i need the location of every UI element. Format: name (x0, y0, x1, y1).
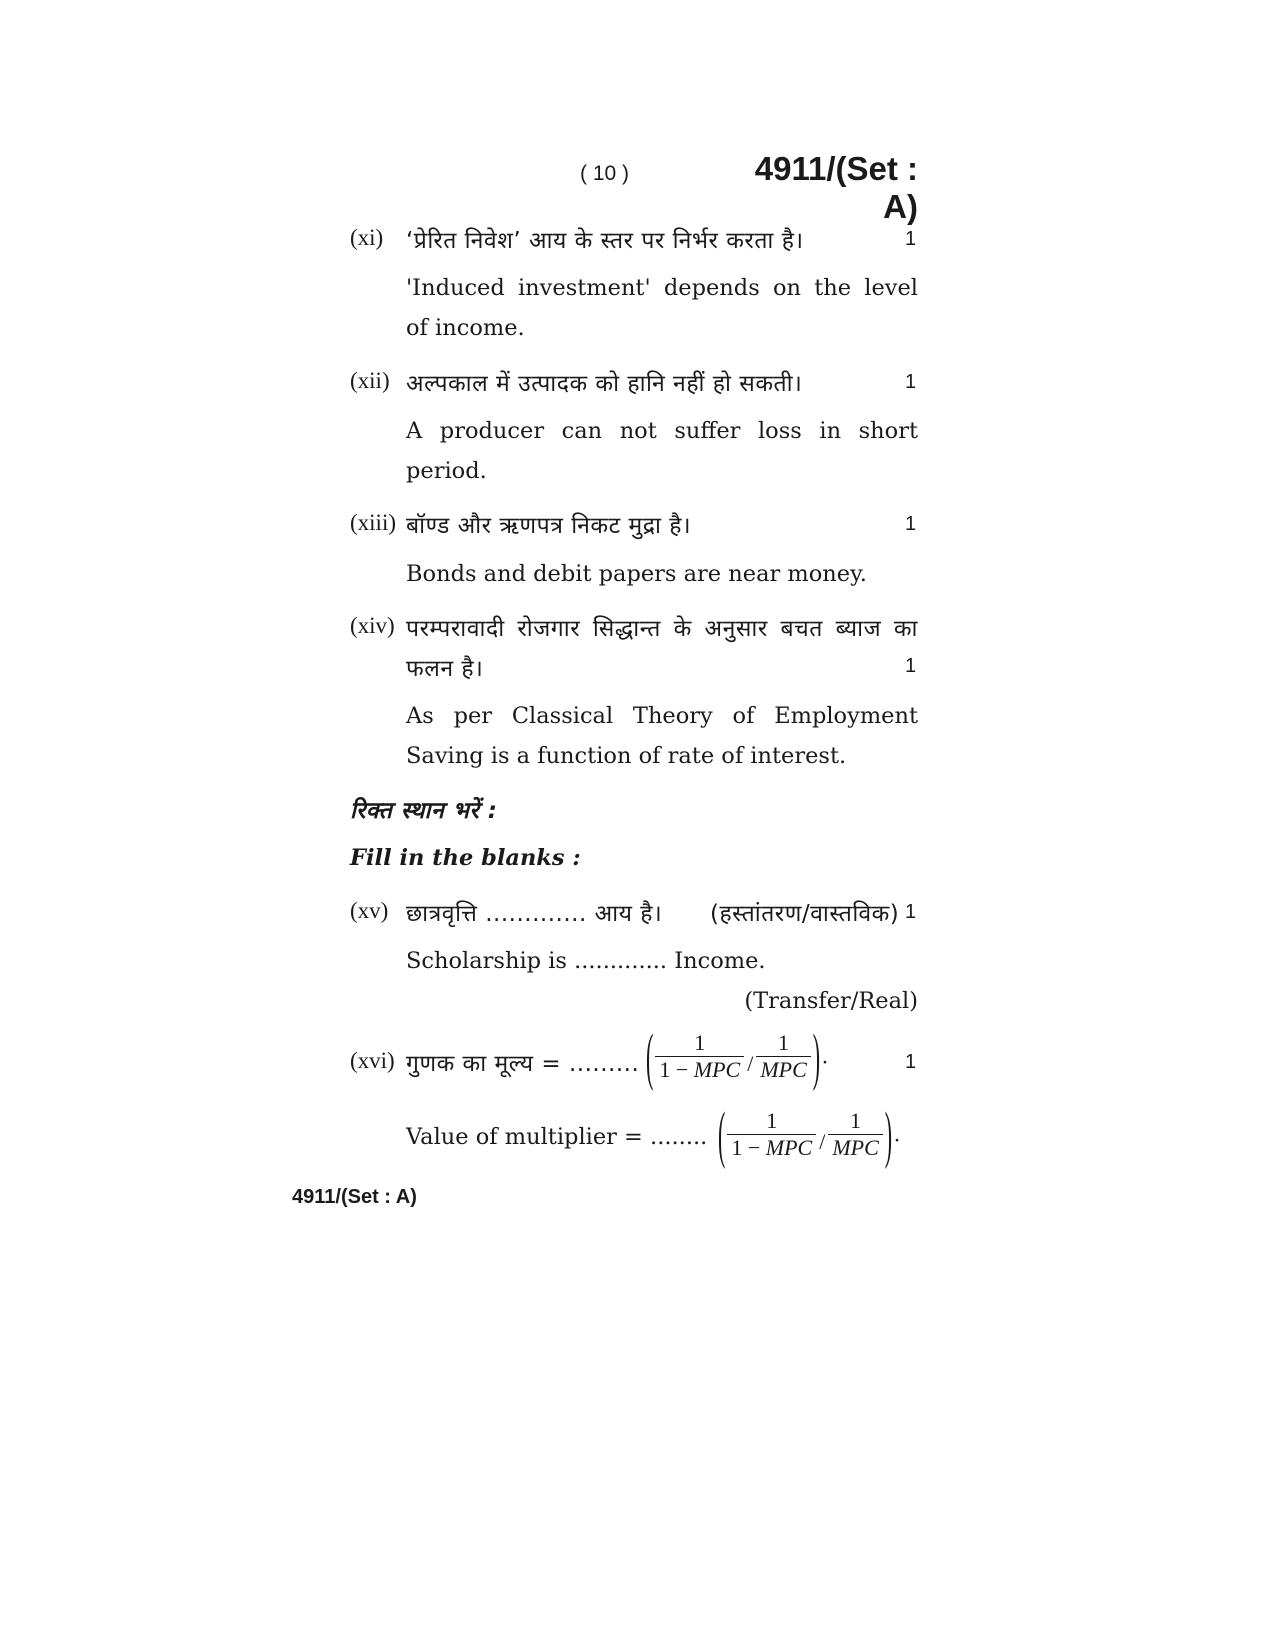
question-xii-english-line1: A producer can not suffer loss in short (406, 418, 918, 444)
fraction-denominator: MPC (828, 1134, 882, 1161)
question-xvi-english-formula (716, 1096, 900, 1170)
question-xi-marks: 1 (905, 228, 917, 250)
open-paren: ( (718, 1096, 726, 1170)
close-paren: ) (812, 1018, 821, 1092)
fraction-denominator: 1 − MPC (727, 1134, 816, 1161)
fraction-numerator: 1 (766, 1108, 778, 1133)
fraction-denominator: MPC (756, 1056, 810, 1083)
option-separator: / (819, 1128, 826, 1154)
question-xv-english: Scholarship is ............. Income. (406, 948, 766, 974)
fraction-numerator: 1 (850, 1108, 862, 1133)
question-xv-marks: 1 (905, 901, 917, 923)
question-xv-english-options: (Transfer/Real) (744, 988, 918, 1014)
question-xii-marks: 1 (905, 371, 917, 393)
fraction-numerator: 1 (694, 1030, 706, 1055)
period: . (894, 1121, 900, 1147)
question-xvi-marks: 1 (905, 1051, 917, 1073)
question-number-xii: (xii) (350, 368, 390, 393)
question-number-xiv: (xiv) (350, 613, 395, 638)
question-number-xiii: (xiii) (350, 510, 396, 535)
question-xiii-marks: 1 (905, 513, 917, 535)
period: . (822, 1043, 828, 1069)
question-xi-english-line2: of income. (406, 315, 525, 341)
question-xvi-hindi: गुणक का मूल्य = ......... (406, 1051, 640, 1077)
fraction-one-over-mpc (756, 1030, 810, 1083)
question-number-xv: (xv) (350, 898, 389, 923)
question-xiii-english: Bonds and debit papers are near money. (406, 561, 867, 587)
question-number-xi: (xi) (350, 225, 384, 250)
question-number-xvi: (xvi) (350, 1048, 395, 1073)
question-xi-hindi: ‘प्रेरित निवेश’ आय के स्तर पर निर्भर करता है। (406, 228, 804, 254)
fraction-one-over-mpc (828, 1108, 882, 1161)
section-heading-english: Fill in the blanks : (350, 845, 581, 871)
question-xiv-hindi-line1: परम्परावादी रोजगार सिद्धान्त के अनुसार बचत ब्याज का (406, 616, 918, 642)
page-number: ( 10 ) (580, 162, 630, 185)
question-xiii-hindi: बॉण्ड और ऋणपत्र निकट मुद्रा है। (406, 513, 692, 539)
question-xiv-hindi-line2: फलन है। (406, 656, 484, 682)
fraction-one-over-one-minus-mpc (655, 1030, 744, 1083)
question-xvi-hindi-formula (644, 1018, 828, 1092)
fraction-one-over-one-minus-mpc (727, 1108, 816, 1161)
fraction-denominator: 1 − MPC (655, 1056, 744, 1083)
question-xiv-english-line2: Saving is a function of rate of interest. (406, 743, 847, 769)
paper-code-footer: 4911/(Set : A) (292, 1186, 417, 1208)
question-xv-hindi: छात्रवृत्ति ............. आय है। (406, 901, 663, 927)
question-xiv-marks: 1 (905, 655, 917, 677)
question-xi-english-line1: 'Induced investment' depends on the level (406, 275, 918, 301)
question-xiv-english-line1: As per Classical Theory of Employment (406, 703, 918, 729)
section-heading-hindi: रिक्त स्थान भरें : (350, 798, 498, 824)
option-separator: / (747, 1050, 754, 1076)
open-paren: ( (646, 1018, 654, 1092)
close-paren: ) (884, 1096, 893, 1170)
paper-code-header: 4911/(Set : A) (754, 150, 918, 225)
question-xii-hindi: अल्पकाल में उत्पादक को हानि नहीं हो सकती। (406, 371, 803, 397)
question-xv-hindi-options: (हस्तांतरण/वास्तविक) (710, 901, 900, 927)
question-xii-english-line2: period. (406, 458, 487, 484)
question-xvi-english: Value of multiplier = ........ (406, 1124, 708, 1150)
fraction-numerator: 1 (778, 1030, 790, 1055)
